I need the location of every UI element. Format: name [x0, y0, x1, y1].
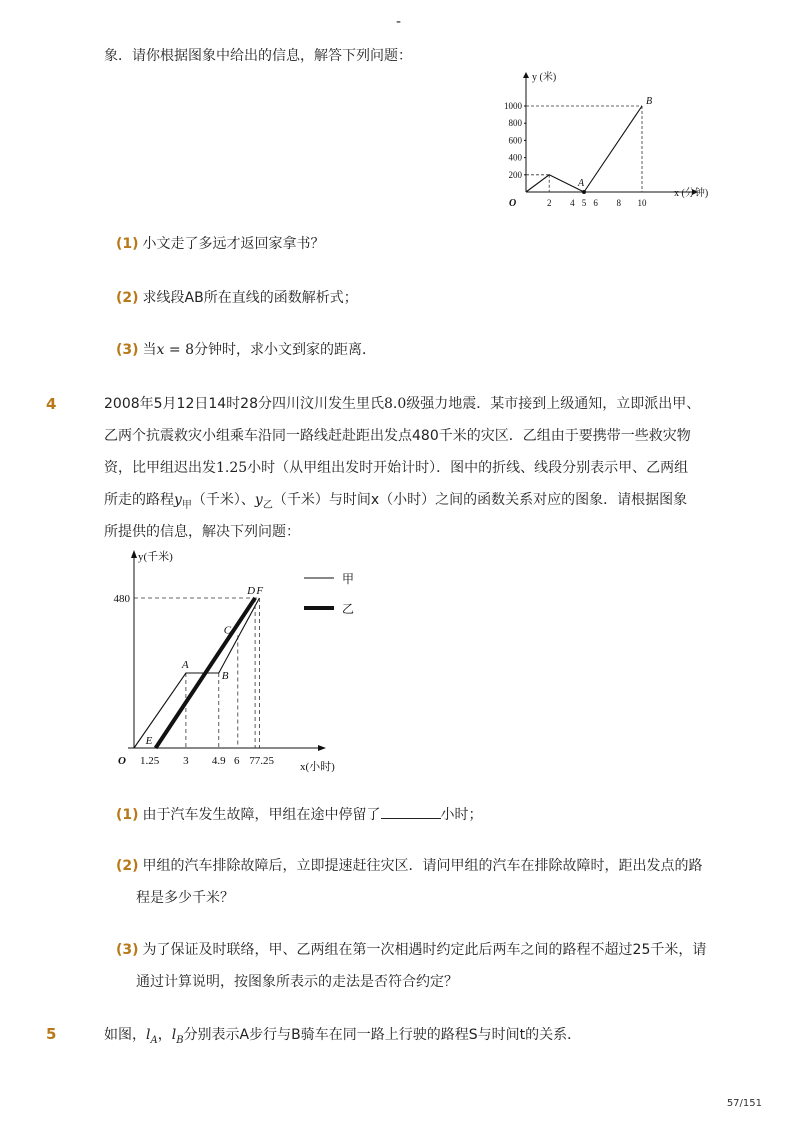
answer-blank — [381, 804, 441, 819]
series-line-0 — [526, 175, 584, 192]
x-tick-label: 4.9 — [211, 755, 226, 767]
x-tick-label: 8 — [616, 198, 622, 208]
y-axis-label: y (米) — [532, 72, 557, 83]
x-tick-label: 6 — [234, 755, 240, 767]
q3-sub3: (3) 当x = 8分钟时，求小文到家的距离． — [116, 342, 376, 358]
point-A-label: A — [578, 178, 585, 189]
q4-line5: 所提供的信息，解决下列问题： — [104, 524, 300, 540]
x-tick-label: 5 — [581, 198, 587, 208]
y-tick-label-480: 480 — [113, 593, 130, 605]
q4-sub3: (3) 为了保证及时联络，甲、乙两组在第一次相遇时约定此后两车之间的路程不超过25千米，请 — [116, 942, 707, 958]
q4-sub2-line2: 程是多少千米？ — [136, 890, 234, 906]
point-D-label: D — [247, 585, 256, 597]
q4-line4: 所走的路程$y_甲$（千米）、$y_乙$（千米）与时间x（小时）之间的函数关系对应的图象．请根据图象 — [104, 492, 688, 511]
q4-sub1: (1) 由于汽车发生故障，甲组在途中停留了 小时； — [116, 804, 483, 825]
y-tick-label: 400 — [508, 152, 522, 163]
q5-line: 如图，$l_A$，$l_B$分别表示A步行与B骑车在同一路上行驶的路程S与时间t的关系． — [104, 1027, 582, 1046]
x-tick-label: 2 — [546, 198, 552, 208]
point-A-label: A — [181, 659, 189, 671]
q4-line3: 资，比甲组迟出发1.25小时（从甲组出发时开始计时）．图中的折线、线段分别表示甲、乙两组 — [104, 460, 689, 476]
q3-sub1: (1) 小文走了多远才返回家拿书？ — [116, 236, 325, 252]
legend-yi-label: 乙 — [342, 602, 355, 616]
distance-time-graph-1 — [500, 68, 720, 213]
page-number: 57/151 — [726, 1098, 762, 1109]
distance-time-graph-2 — [100, 546, 390, 778]
point-B-label: B — [646, 96, 653, 107]
x-tick-label: 3 — [183, 755, 189, 767]
y-axis-arrow — [131, 550, 137, 558]
x-axis-label: x(小时) — [300, 761, 335, 773]
x-tick-label: 1.25 — [140, 755, 160, 767]
x-tick-label: 4 — [570, 198, 575, 208]
y-tick-label: 800 — [508, 118, 522, 129]
question-number-4: 4 — [46, 395, 57, 413]
point-F-label: F — [256, 585, 264, 597]
q4-line2: 乙两个抗震救灾小组乘车沿同一路线赶赴距出发点480千米的灾区．乙组由于要携带一些救灾物 — [104, 428, 691, 444]
x-axis-label: x (分钟) — [674, 188, 709, 199]
point-E-label: E — [145, 735, 153, 747]
header-mark: - — [396, 14, 402, 30]
point-A-dot — [582, 190, 586, 194]
point-C-label: C — [223, 624, 232, 637]
series-line-1 — [584, 106, 642, 192]
x-axis-arrow — [318, 745, 326, 751]
x-tick-label: 7 — [249, 755, 255, 767]
question-number-5: 5 — [46, 1025, 57, 1043]
y-tick-label: 200 — [508, 169, 522, 180]
q4-line1: 2008年5月12日14时28分四川汶川发生里氏8.0级强力地震．某市接到上级通知，立即派出甲、 — [104, 396, 701, 412]
q3-sub2: (2) 求线段AB所在直线的函数解析式； — [116, 290, 358, 306]
intro-line: 象．请你根据图象中给出的信息，解答下列问题： — [104, 48, 412, 64]
legend-jia-label: 甲 — [342, 572, 355, 586]
y-tick-label: 1000 — [504, 101, 522, 111]
point-B-label: B — [221, 670, 229, 682]
q4-sub3-line2: 通过计算说明，按图象所表示的走法是否符合约定？ — [136, 974, 458, 990]
y-axis-label: y(千米) — [138, 551, 173, 563]
x-tick-label: 10 — [637, 198, 647, 208]
origin-label: O — [509, 198, 517, 209]
x-tick-label: 6 — [593, 198, 598, 208]
series-yi-line — [156, 598, 255, 748]
x-tick-label: 7.25 — [254, 755, 275, 767]
origin-label: O — [118, 755, 126, 767]
q4-sub2: (2) 甲组的汽车排除故障后，立即提速赶往灾区．请问甲组的汽车在排除故障时，距出发点的路 — [116, 858, 703, 874]
y-axis-arrow — [523, 72, 529, 78]
y-tick-label: 600 — [508, 135, 522, 146]
